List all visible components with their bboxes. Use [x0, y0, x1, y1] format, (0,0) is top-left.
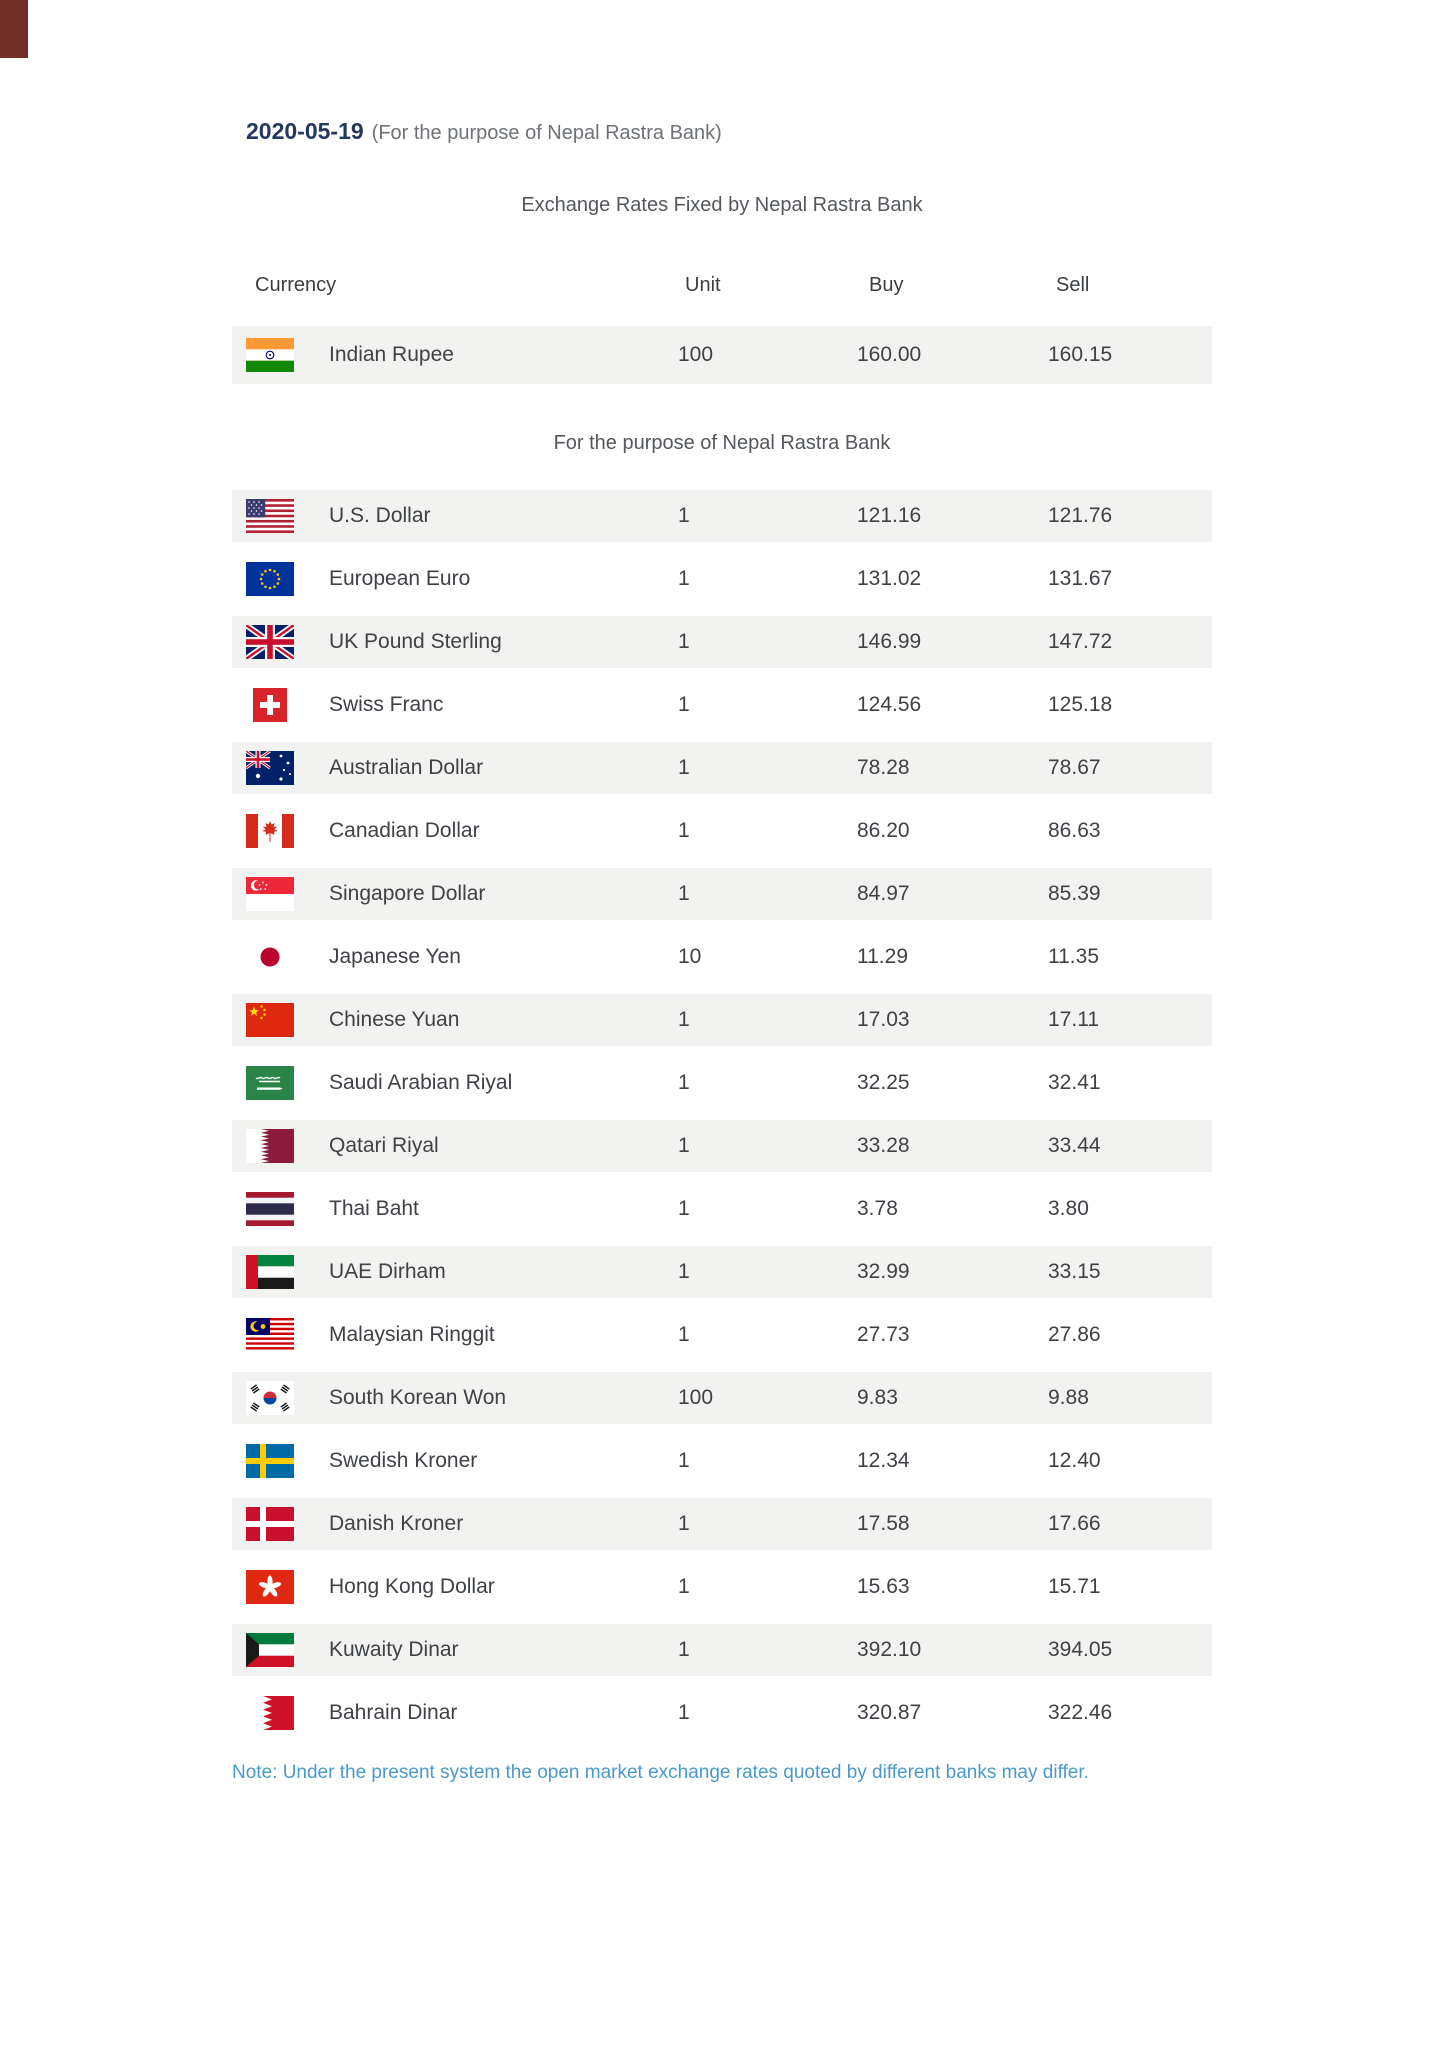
date-suffix: (For the purpose of Nepal Rastra Bank) — [371, 122, 722, 144]
buy-value: 3.78 — [857, 1197, 898, 1220]
currency-name: Kuwaity Dinar — [329, 1638, 459, 1661]
currency-name: Malaysian Ringgit — [329, 1323, 495, 1346]
buy-value: 17.03 — [857, 1008, 910, 1031]
column-header-unit: Unit — [685, 274, 721, 296]
buy-value: 32.25 — [857, 1071, 910, 1094]
page-title: Exchange Rates Fixed by Nepal Rastra Bank — [521, 194, 923, 216]
buy-value: 84.97 — [857, 882, 910, 905]
currency-name: Swedish Kroner — [329, 1449, 478, 1472]
column-header-currency: Currency — [255, 274, 337, 296]
sell-value: 160.15 — [1048, 343, 1113, 366]
sell-value: 27.86 — [1048, 1323, 1101, 1346]
table-header-row — [232, 274, 1212, 302]
in-flag-icon — [246, 326, 294, 384]
sell-value: 32.41 — [1048, 1071, 1101, 1094]
unit-value: 1 — [678, 882, 690, 905]
qa-flag-icon — [246, 1120, 294, 1172]
buy-value: 86.20 — [857, 819, 910, 842]
currency-name: Bahrain Dinar — [329, 1701, 458, 1724]
table-row — [232, 1057, 1212, 1109]
sell-value: 9.88 — [1048, 1386, 1089, 1409]
buy-value: 11.29 — [857, 945, 908, 968]
table-row — [232, 616, 1212, 668]
sell-value: 131.67 — [1048, 567, 1113, 590]
table-row — [232, 553, 1212, 605]
table-row — [232, 1687, 1212, 1739]
buy-value: 392.10 — [857, 1638, 922, 1661]
section-subtitle: For the purpose of Nepal Rastra Bank — [553, 432, 891, 454]
table-row — [232, 326, 1212, 384]
ae-flag-icon — [246, 1246, 294, 1298]
sell-value: 11.35 — [1048, 945, 1099, 968]
buy-value: 33.28 — [857, 1134, 910, 1157]
table-row — [232, 931, 1212, 983]
sell-value: 17.11 — [1048, 1008, 1099, 1031]
buy-value: 32.99 — [857, 1260, 910, 1283]
bh-flag-icon — [246, 1687, 294, 1739]
unit-value: 1 — [678, 819, 690, 842]
currency-name: Singapore Dollar — [329, 882, 486, 905]
currency-name: Qatari Riyal — [329, 1134, 439, 1157]
unit-value: 1 — [678, 630, 690, 653]
sell-value: 322.46 — [1048, 1701, 1113, 1724]
sell-value: 394.05 — [1048, 1638, 1113, 1661]
unit-value: 1 — [678, 1134, 690, 1157]
footnote: Note: Under the present system the open market exchange rates quoted by different banks may differ. — [232, 1762, 1089, 1783]
sell-value: 121.76 — [1048, 504, 1113, 527]
sell-value: 12.40 — [1048, 1449, 1101, 1472]
sg-flag-icon — [246, 868, 294, 920]
table-row — [232, 679, 1212, 731]
sell-value: 85.39 — [1048, 882, 1101, 905]
au-flag-icon — [246, 742, 294, 794]
unit-value: 1 — [678, 1071, 690, 1094]
unit-value: 1 — [678, 567, 690, 590]
column-header-buy: Buy — [869, 274, 904, 296]
currency-name: Saudi Arabian Riyal — [329, 1071, 513, 1094]
unit-value: 1 — [678, 693, 690, 716]
buy-value: 121.16 — [857, 504, 922, 527]
table-row — [232, 1624, 1212, 1676]
unit-value: 1 — [678, 1323, 690, 1346]
currency-name: European Euro — [329, 567, 471, 590]
currency-name: Australian Dollar — [329, 756, 484, 779]
unit-value: 1 — [678, 1512, 690, 1535]
unit-value: 1 — [678, 1260, 690, 1283]
sell-value: 15.71 — [1048, 1575, 1101, 1598]
table-row — [232, 490, 1212, 542]
th-flag-icon — [246, 1183, 294, 1235]
unit-value: 10 — [678, 945, 702, 968]
gb-flag-icon — [246, 616, 294, 668]
table-row — [232, 1309, 1212, 1361]
buy-value: 17.58 — [857, 1512, 910, 1535]
currency-name: Indian Rupee — [329, 343, 454, 366]
buy-value: 15.63 — [857, 1575, 910, 1598]
unit-value: 1 — [678, 1575, 690, 1598]
ch-flag-icon — [246, 679, 294, 731]
currency-name: Canadian Dollar — [329, 819, 480, 842]
buy-value: 27.73 — [857, 1323, 910, 1346]
column-header-sell: Sell — [1056, 274, 1090, 296]
fixed-rate-table — [232, 326, 1212, 395]
buy-value: 131.02 — [857, 567, 922, 590]
unit-value: 1 — [678, 1197, 690, 1220]
table-row — [232, 805, 1212, 857]
se-flag-icon — [246, 1435, 294, 1487]
currency-name: UAE Dirham — [329, 1260, 446, 1283]
jp-flag-icon — [246, 931, 294, 983]
sell-value: 78.67 — [1048, 756, 1101, 779]
cn-flag-icon — [246, 994, 294, 1046]
table-row — [232, 1120, 1212, 1172]
buy-value: 124.56 — [857, 693, 922, 716]
buy-value: 160.00 — [857, 343, 922, 366]
sa-flag-icon — [246, 1057, 294, 1109]
hk-flag-icon — [246, 1561, 294, 1613]
table-row — [232, 868, 1212, 920]
table-row — [232, 1372, 1212, 1424]
table-row — [232, 1561, 1212, 1613]
ca-flag-icon — [246, 805, 294, 857]
unit-value: 1 — [678, 1449, 690, 1472]
sell-value: 33.15 — [1048, 1260, 1101, 1283]
currency-name: U.S. Dollar — [329, 504, 431, 527]
unit-value: 100 — [678, 343, 714, 366]
kr-flag-icon — [246, 1372, 294, 1424]
currency-name: Japanese Yen — [329, 945, 461, 968]
unit-value: 100 — [678, 1386, 714, 1409]
unit-value: 1 — [678, 1701, 690, 1724]
buy-value: 146.99 — [857, 630, 922, 653]
kw-flag-icon — [246, 1624, 294, 1676]
buy-value: 9.83 — [857, 1386, 898, 1409]
eu-flag-icon — [246, 553, 294, 605]
currency-name: Thai Baht — [329, 1197, 419, 1220]
sell-value: 17.66 — [1048, 1512, 1101, 1535]
unit-value: 1 — [678, 504, 690, 527]
currency-name: UK Pound Sterling — [329, 630, 502, 653]
table-row — [232, 742, 1212, 794]
date-line — [246, 118, 722, 145]
currency-name: Chinese Yuan — [329, 1008, 460, 1031]
table-row — [232, 1246, 1212, 1298]
table-row — [232, 1435, 1212, 1487]
currency-name: Hong Kong Dollar — [329, 1575, 495, 1598]
dk-flag-icon — [246, 1498, 294, 1550]
unit-value: 1 — [678, 756, 690, 779]
unit-value: 1 — [678, 1008, 690, 1031]
table-row — [232, 1183, 1212, 1235]
sell-value: 3.80 — [1048, 1197, 1089, 1220]
sell-value: 33.44 — [1048, 1134, 1101, 1157]
buy-value: 12.34 — [857, 1449, 910, 1472]
my-flag-icon — [246, 1309, 294, 1361]
sell-value: 86.63 — [1048, 819, 1101, 842]
currency-name: Danish Kroner — [329, 1512, 464, 1535]
buy-value: 78.28 — [857, 756, 910, 779]
sell-value: 125.18 — [1048, 693, 1113, 716]
buy-value: 320.87 — [857, 1701, 922, 1724]
sell-value: 147.72 — [1048, 630, 1113, 653]
date: 2020-05-19 — [246, 118, 364, 144]
unit-value: 1 — [678, 1638, 690, 1661]
currency-name: Swiss Franc — [329, 693, 444, 716]
screen-corner-artifact — [0, 0, 28, 58]
currency-name: South Korean Won — [329, 1386, 507, 1409]
table-row — [232, 994, 1212, 1046]
table-row — [232, 1498, 1212, 1550]
us-flag-icon — [246, 490, 294, 542]
open-rate-table — [232, 490, 1212, 1750]
